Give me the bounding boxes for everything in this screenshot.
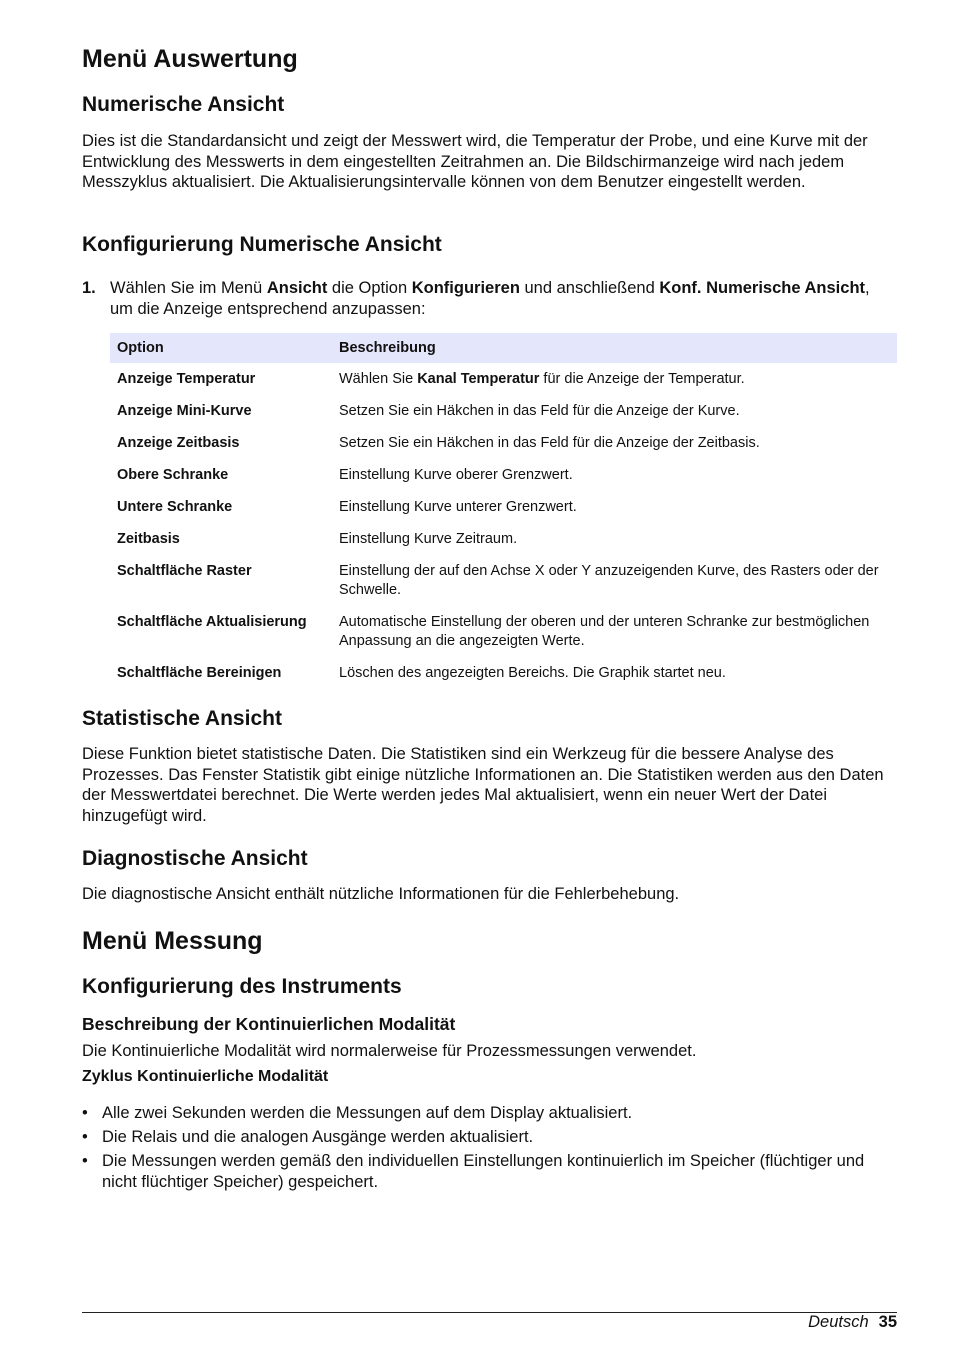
column-header-beschreibung: Beschreibung: [332, 333, 897, 363]
description-cell: Einstellung Kurve Zeitraum.: [339, 531, 518, 547]
heading-diagnostische-ansicht: Diagnostische Ansicht: [82, 847, 308, 870]
bullet-icon: •: [82, 1128, 88, 1146]
description-cell: Einstellung Kurve unterer Grenzwert.: [339, 499, 577, 515]
cycle-bullet-list: [82, 1103, 897, 1196]
list-item: • Alle zwei Sekunden werden die Messungen auf dem Display aktualisiert.: [82, 1104, 633, 1122]
bullet-icon: •: [82, 1104, 88, 1122]
heading-konfigurierung-instruments: Konfigurierung des Instruments: [82, 975, 402, 998]
paragraph-numerische-ansicht: Dies ist die Standardansicht und zeigt der Messwert wird, die Temperatur der Probe, und eine Kurve mit der Entwicklung des Messwerts in dem eingestellten Zeitrahmen an. Die Bildschirmanzeige wird nach jedem Messzyklus aktualisiert. Die Aktualisierungsintervalle können von dem Benutzer eingestellt werden.: [82, 132, 868, 192]
description-cell: Einstellung der auf den Achse X oder Y anzuzeigenden Kurve, des Rasters oder der Schwelle.: [339, 563, 879, 598]
heading-konfigurierung-numerische-ansicht: Konfigurierung Numerische Ansicht: [82, 233, 442, 256]
page-number: 35: [878, 1313, 897, 1331]
table-row: [110, 491, 897, 523]
description-cell: Setzen Sie ein Häkchen in das Feld für die Anzeige der Zeitbasis.: [339, 435, 760, 451]
bullet-icon: •: [82, 1152, 88, 1170]
heading-zyklus: Zyklus Kontinuierliche Modalität: [82, 1068, 329, 1085]
option-cell: Schaltfläche Bereinigen: [117, 665, 282, 681]
description-cell: Löschen des angezeigten Bereichs. Die Graphik startet neu.: [339, 665, 726, 681]
option-cell: Anzeige Mini-Kurve: [117, 403, 252, 419]
list-item: • Die Relais und die analogen Ausgänge werden aktualisiert.: [82, 1128, 534, 1146]
section-title-auswertung: Menü Auswertung: [82, 45, 298, 73]
step-text: Wählen Sie im Menü Ansicht die Option Konfigurieren und anschließend Konf. Numerische Ansicht, um die Anzeige entsprechend anzupassen:: [110, 279, 870, 318]
description-cell: Wählen Sie Kanal Temperatur für die Anzeige der Temperatur.: [339, 371, 745, 387]
option-cell: Untere Schranke: [117, 499, 233, 515]
option-cell: Schaltfläche Raster: [117, 563, 252, 579]
option-cell: Schaltfläche Aktualisierung: [117, 614, 307, 630]
heading-beschreibung-modalitaet: Beschreibung der Kontinuierlichen Modalität: [82, 1014, 456, 1034]
footer-divider: [82, 1312, 897, 1313]
option-cell: Anzeige Temperatur: [117, 371, 256, 387]
footer-language: Deutsch: [808, 1313, 869, 1331]
page-footer: [808, 1312, 897, 1332]
description-cell: Automatische Einstellung der oberen und der unteren Schranke zur bestmöglichen Anpassung an die angezeigten Werte.: [339, 614, 870, 649]
table-row: [110, 363, 897, 395]
heading-statistische-ansicht: Statistische Ansicht: [82, 707, 282, 730]
column-header-option: Option: [110, 333, 332, 363]
table-row: [110, 523, 897, 555]
table-row: [110, 657, 897, 689]
paragraph-modalitaet: Die Kontinuierliche Modalität wird normalerweise für Prozessmessungen verwendet.: [82, 1042, 697, 1060]
table-header-row: [110, 333, 897, 363]
table-row: [110, 606, 897, 657]
table-row: [110, 459, 897, 491]
table-row: [110, 395, 897, 427]
description-cell: Einstellung Kurve oberer Grenzwert.: [339, 467, 573, 483]
options-table: [110, 333, 897, 689]
list-item: • Die Messungen werden gemäß den individuellen Einstellungen kontinuierlich im Speicher (flüchtiger und nicht flüchtiger Speicher) gespeichert.: [82, 1152, 865, 1191]
step-1: [82, 278, 897, 320]
option-cell: Obere Schranke: [117, 467, 229, 483]
section-title-messung: Menü Messung: [82, 927, 263, 955]
option-cell: Zeitbasis: [117, 531, 180, 547]
paragraph-diagnostische-ansicht: Die diagnostische Ansicht enthält nützliche Informationen für die Fehlerbehebung.: [82, 885, 680, 903]
description-cell: Setzen Sie ein Häkchen in das Feld für die Anzeige der Kurve.: [339, 403, 740, 419]
table-row: [110, 427, 897, 459]
table-row: [110, 555, 897, 606]
paragraph-statistische-ansicht: Diese Funktion bietet statistische Daten. Die Statistiken sind ein Werkzeug für die bessere Analyse des Prozesses. Das Fenster Statistik gibt einige nützliche Informationen an. Die Statistiken werden aus den Daten der Messwertdatei berechnet. Die Werte werden jedes Mal aktualisiert, wenn ein neuer Wert der Datei hinzugefügt wird.: [82, 745, 884, 825]
option-cell: Anzeige Zeitbasis: [117, 435, 240, 451]
heading-numerische-ansicht: Numerische Ansicht: [82, 93, 285, 116]
step-number: 1.: [82, 279, 96, 297]
